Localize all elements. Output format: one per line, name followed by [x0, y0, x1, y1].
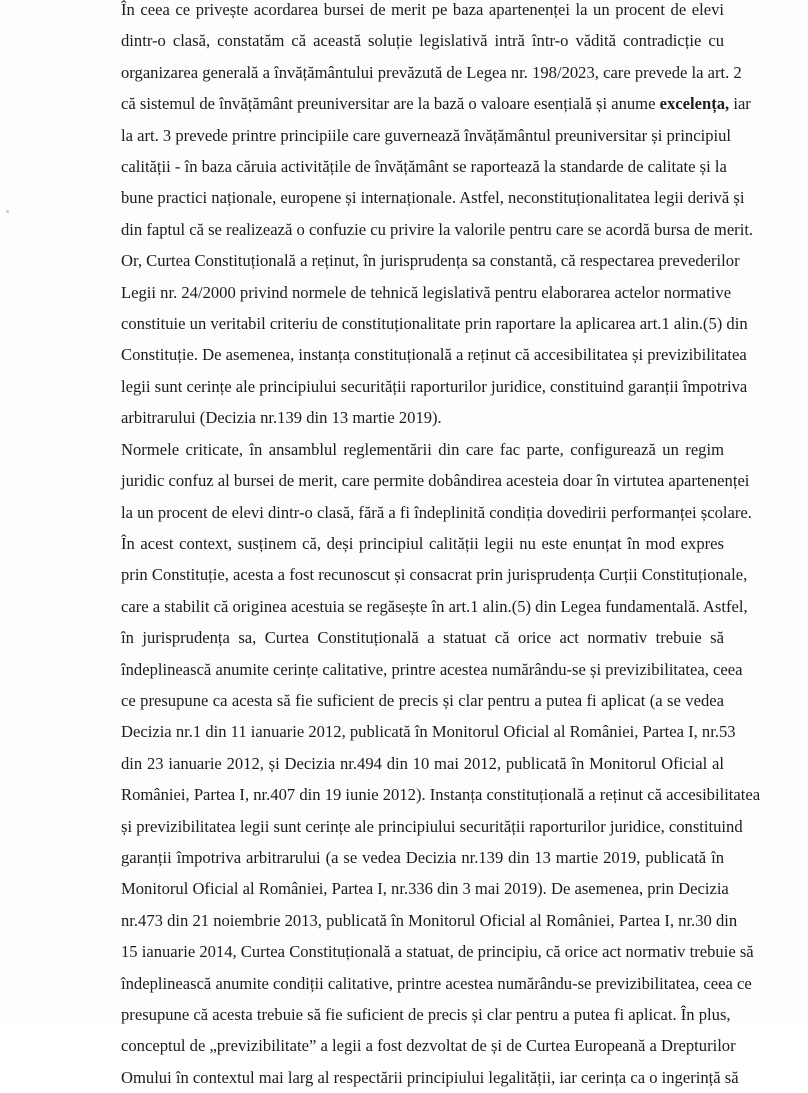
text-line — [70, 873, 729, 904]
text-run: Legii nr. 24/2000 privind normele de tehnică legislativă pentru elaborarea actelor normative — [121, 282, 732, 302]
paragraph — [70, 0, 754, 434]
text-run: dintr-o clasă, constatăm că această soluție legislativă intră într-o vădită contradicție cu — [121, 31, 724, 51]
text-line — [70, 528, 724, 559]
text-run: presupune că acesta trebuie să fie suficient de precis și clar pentru a putea fi aplicat. În plus, — [121, 1005, 731, 1024]
text-run: juridic confuz al bursei de merit, care permite dobândirea acesteia doar în virtutea apartenenței — [121, 471, 750, 491]
text-line — [70, 622, 724, 653]
text-line — [70, 685, 724, 716]
text-line — [70, 559, 748, 590]
text-run: organizarea generală a învățământului prevăzută de Legea nr. 198/2023, care prevede la art. 2 — [121, 62, 742, 82]
text-run: Normele criticate, în ansamblul reglementării din care fac parte, configurează un regim — [121, 439, 724, 459]
text-line — [70, 120, 732, 151]
document-body — [70, 0, 761, 1093]
text-line — [70, 465, 750, 496]
text-line — [70, 591, 748, 622]
paragraph — [70, 528, 761, 1093]
text-run: bune practici naționale, europene și internaționale. Astfel, neconstituționalitatea legii derivă și — [121, 188, 745, 208]
text-run: din 23 ianuarie 2012, și Decizia nr.494 din 10 mai 2012, publicată în Monitorul Oficial al — [121, 753, 724, 773]
text-line — [70, 936, 754, 967]
text-line — [70, 182, 745, 213]
paragraph — [70, 434, 752, 528]
text-run: în jurisprudența sa, Curtea Constituțională a statuat că orice act normativ trebuie să — [121, 628, 724, 648]
text-line — [70, 716, 736, 747]
text-run: conceptul de „previzibilitate” a legii a fost dezvoltat de și de Curtea Europeană a Drepturilor — [121, 1036, 736, 1056]
text-line — [70, 654, 743, 685]
text-run: În acest context, susținem că, deși principiul calității legii nu este enunțat în mod expres — [121, 533, 724, 553]
text-line — [70, 0, 724, 25]
text-line — [70, 339, 747, 370]
text-line — [70, 402, 724, 433]
text-run: ce presupune ca acesta să fie suficient de precis și clar pentru a putea fi aplicat (a se vedea — [121, 690, 724, 710]
text-run: constituie un veritabil criteriu de constituționalitate prin raportare la aplicarea art.1 alin.(5) din — [121, 314, 748, 334]
text-line — [70, 308, 748, 339]
text-run: garanții împotriva arbitrarului (a se vedea Decizia nr.139 din 13 martie 2019, publicată în — [121, 847, 724, 867]
margin-speck — [6, 210, 9, 213]
text-line — [70, 434, 724, 465]
text-line — [70, 999, 731, 1030]
text-line — [70, 88, 751, 119]
text-line — [70, 57, 742, 88]
text-run: 15 ianuarie 2014, Curtea Constituțională a statuat, de principiu, că orice act normativ trebuie să — [121, 942, 754, 962]
text-run: care a stabilit că originea acestuia se regăsește în art.1 alin.(5) din Legea fundamentală. Astfel, — [121, 596, 748, 616]
text-line — [70, 25, 724, 56]
text-line — [70, 245, 740, 276]
text-line — [70, 214, 754, 245]
text-line — [70, 748, 724, 779]
text-line — [70, 1062, 739, 1093]
text-run: îndeplinească anumite cerințe calitative, printre acestea numărându-se și previzibilitatea, ceea — [121, 659, 743, 679]
text-run: Or, Curtea Constituțională a reținut, în jurisprudența sa constantă, că respectarea prevederilor — [121, 251, 740, 271]
text-run: Monitorul Oficial al României, Partea I, nr.336 din 3 mai 2019). De asemenea, prin Decizia — [121, 879, 729, 899]
text-run: la art. 3 prevede printre principiile care guvernează învățământul preuniversitar și principiul — [121, 125, 732, 145]
text-line — [70, 371, 748, 402]
text-run: la un procent de elevi dintr-o clasă, fără a fi îndeplinită condiția dovedirii performanței școlare. — [121, 502, 752, 522]
text-run: că sistemul de învățământ preuniversitar are la bază o valoare esențială și anume — [121, 94, 660, 114]
text-run: iar — [729, 94, 751, 114]
text-line — [70, 1030, 736, 1061]
text-run: Constituție. De asemenea, instanța constituțională a reținut că accesibilitatea și previzibilitatea — [121, 345, 747, 365]
text-line — [70, 905, 738, 936]
text-run: arbitrarului (Decizia nr.139 din 13 martie 2019). — [121, 408, 442, 428]
bold-emphasis: excelența, — [659, 94, 730, 114]
text-line — [70, 497, 752, 528]
text-run: Omului în contextul mai larg al respectării principiului legalității, iar cerința ca o ingerință să — [121, 1067, 739, 1087]
text-line — [70, 811, 743, 842]
text-run: nr.473 din 21 noiembrie 2013, publicată în Monitorul Oficial al României, Partea I, nr.30 din — [121, 910, 738, 930]
text-line — [70, 842, 724, 873]
text-run: prin Constituție, acesta a fost recunoscut și consacrat prin jurisprudența Curții Constituționale, — [121, 565, 748, 585]
text-run: îndeplinească anumite condiții calitative, printre acestea numărându-se previzibilitatea, ceea ce — [121, 973, 752, 993]
text-line — [70, 151, 727, 182]
text-run: În ceea ce privește acordarea bursei de merit pe baza apartenenței la un procent de elevi — [121, 0, 724, 19]
text-run: Decizia nr.1 din 11 ianuarie 2012, publicată în Monitorul Oficial al României, Partea I, nr.53 — [121, 722, 736, 742]
text-line — [70, 968, 752, 999]
text-line — [70, 779, 761, 810]
text-run: și previzibilitatea legii sunt cerințe ale principiului securității raporturilor juridice, constituind — [121, 816, 743, 836]
text-run: României, Partea I, nr.407 din 19 iunie 2012). Instanța constituțională a reținut că accesibilitatea — [121, 785, 761, 805]
text-run: calității - în baza căruia activitățile de învățământ se raportează la standarde de calitate și la — [121, 157, 727, 177]
text-run: din faptul că se realizează o confuzie cu privire la valorile pentru care se acordă bursa de merit. — [121, 219, 754, 239]
text-line — [70, 277, 732, 308]
text-run: legii sunt cerințe ale principiului securității raporturilor juridice, constituind garanții împotriva — [121, 376, 748, 396]
